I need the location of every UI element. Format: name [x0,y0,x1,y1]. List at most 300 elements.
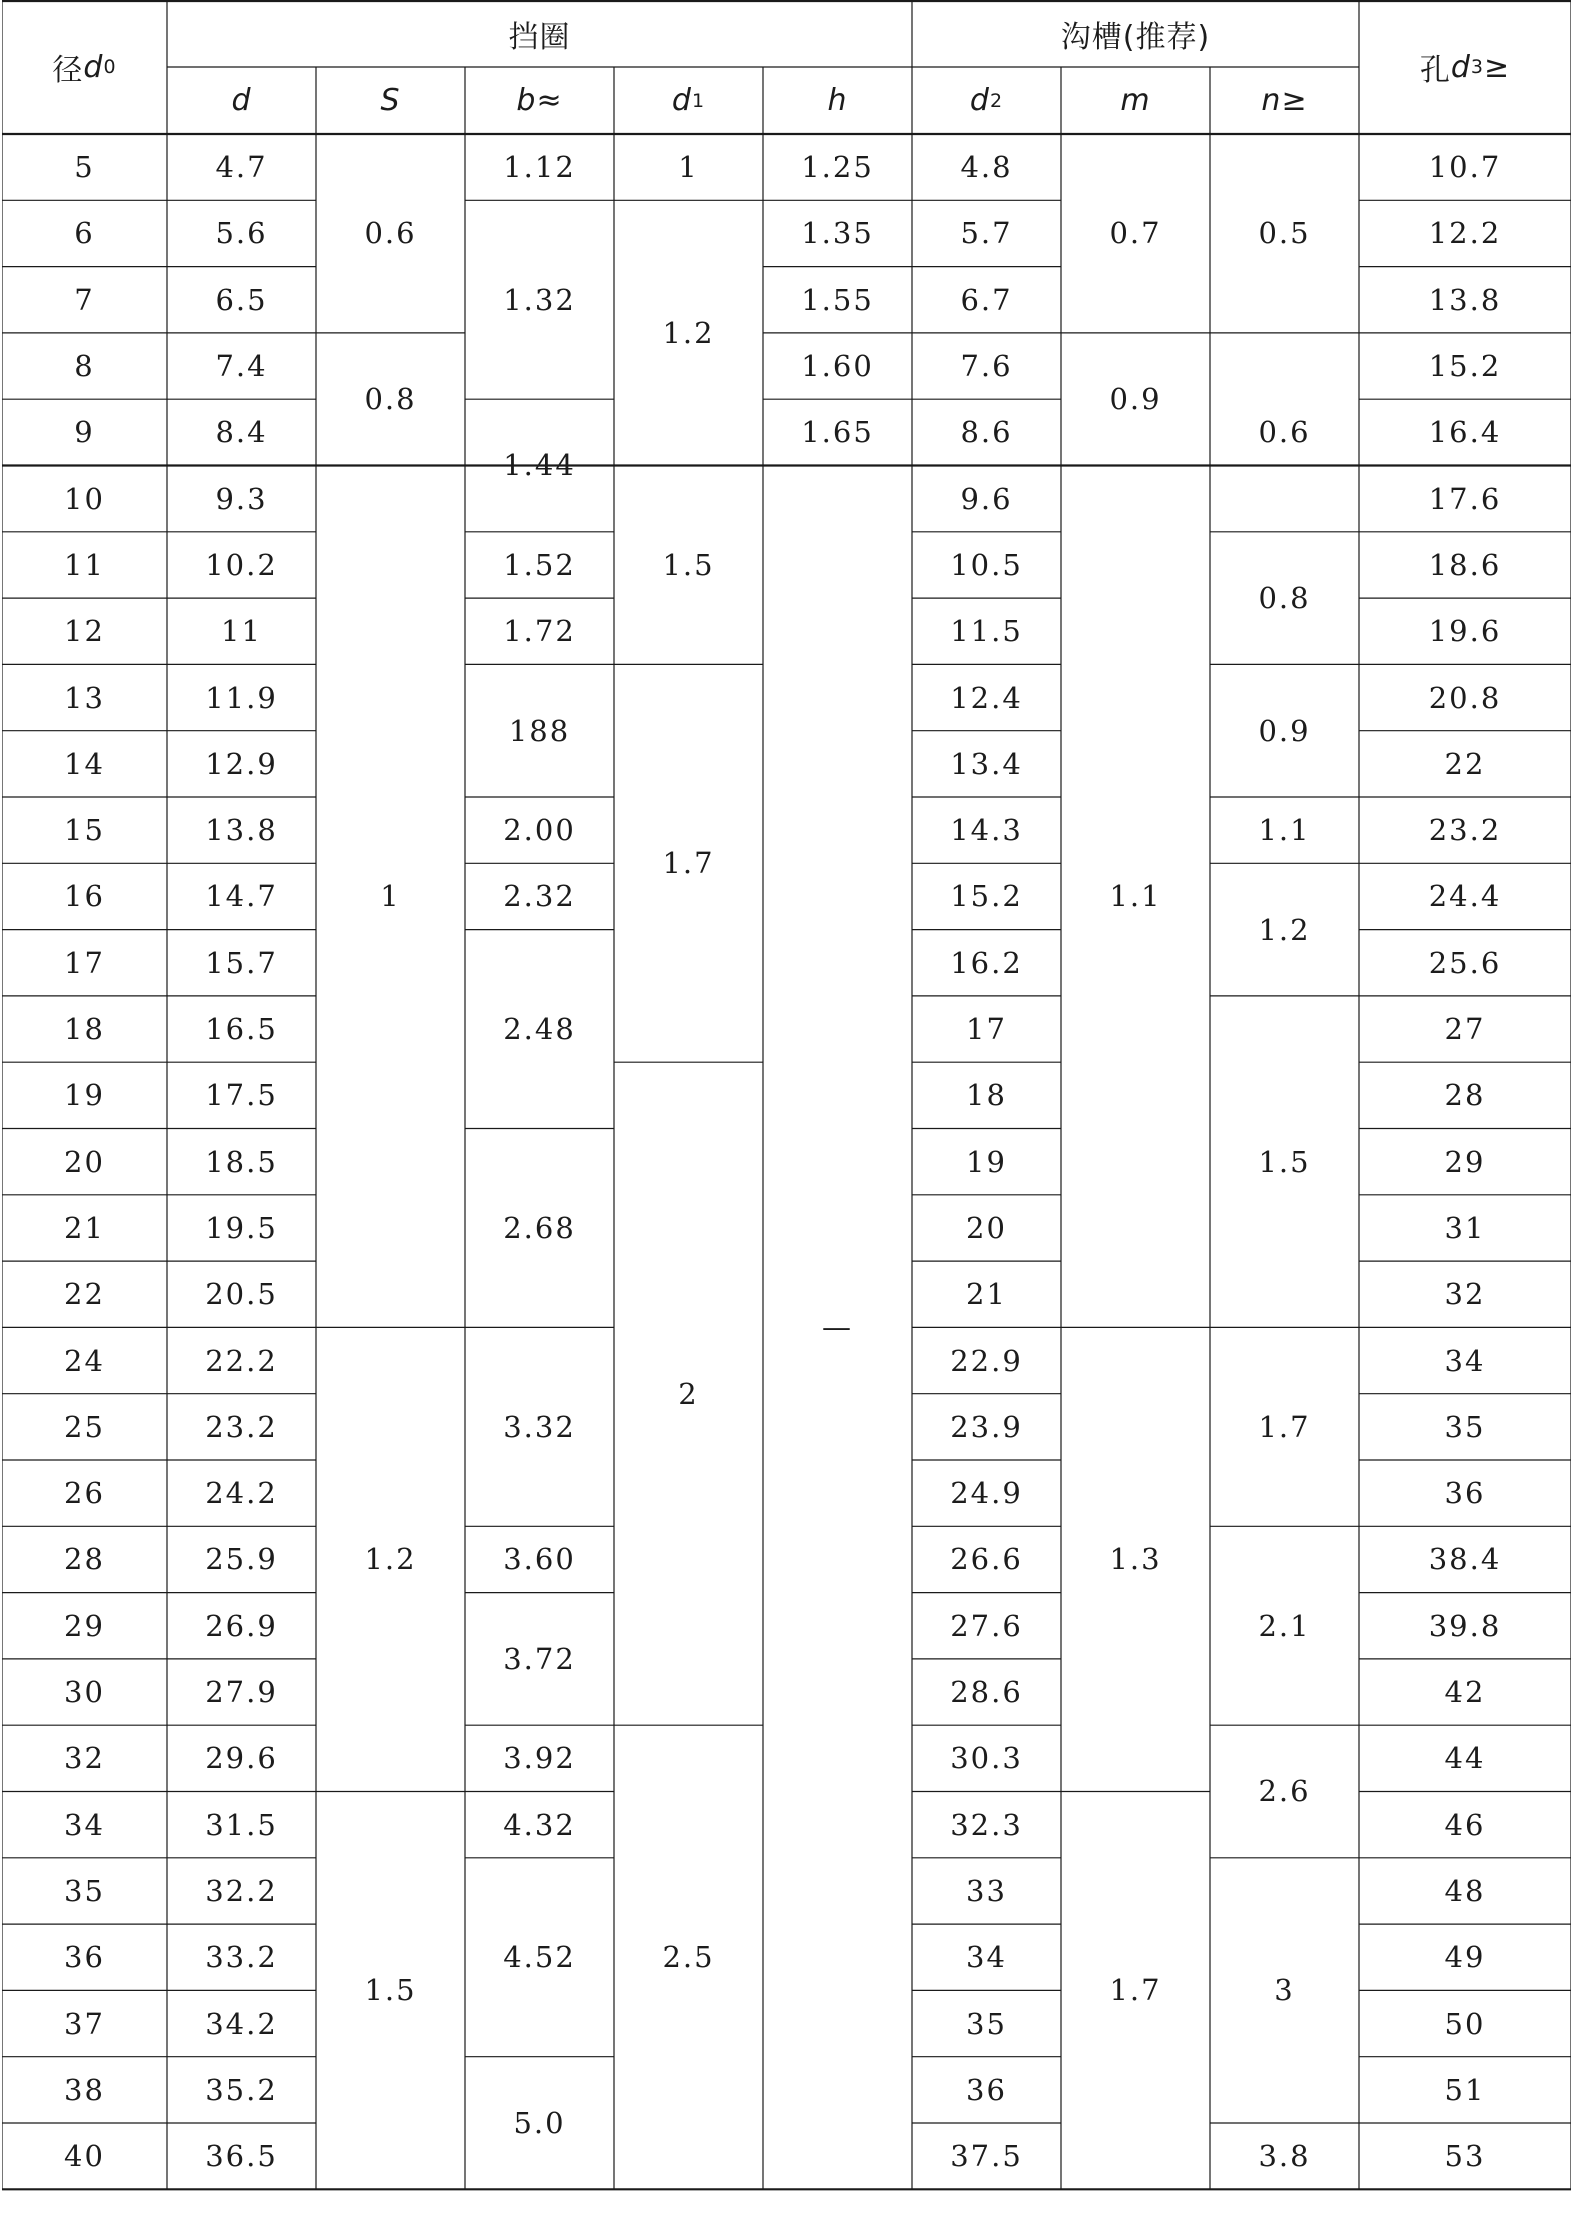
cell-d-value: 25.9 [205,1542,278,1577]
cell-m-10 [1061,466,1210,1328]
cell-d3-value: 22 [1444,746,1486,781]
cell-d0-value: 40 [64,2139,105,2174]
cell-m-value: 0.7 [1109,216,1162,251]
cell-n-value: 0.8 [1258,581,1311,616]
cell-d0-14 [2,731,167,797]
cell-d2-22 [912,1261,1061,1327]
cell-d-34 [167,1792,316,1858]
cell-d2-value: 32.3 [950,1807,1023,1842]
cell-h-8 [763,333,912,399]
cell-d-9 [167,399,316,465]
cell-d0-value: 10 [64,481,105,516]
cell-d0-11 [2,532,167,598]
header-group1-label: 挡圈 [508,19,571,55]
cell-d-value: 34.2 [205,2006,278,2041]
cell-S-value: 1.5 [364,1973,417,2008]
cell-d2-13 [912,664,1061,730]
cell-d3-value: 48 [1444,1873,1486,1908]
cell-d3-7 [1359,267,1571,333]
cell-d0-10 [2,466,167,532]
cell-d0-9 [2,399,167,465]
cell-d3-value: 49 [1444,1940,1486,1975]
cell-d2-40 [912,2123,1061,2189]
cell-d3-25 [1359,1394,1571,1460]
cell-d2-32 [912,1725,1061,1791]
cell-d-value: 6.5 [215,282,268,317]
cell-d-value: 22.2 [205,1343,278,1378]
cell-d-value: 18.5 [205,1144,278,1179]
cell-d0-12 [2,598,167,664]
header-group-retaining-ring [167,0,912,67]
cell-d0-value: 25 [64,1409,105,1444]
cell-d0-value: 5 [74,150,95,185]
cell-d-38 [167,2057,316,2123]
cell-n-value: 2.6 [1258,1774,1311,1809]
cell-h-7 [763,267,912,333]
cell-d1-value: 1.5 [662,547,715,582]
cell-S-value: 1.2 [364,1542,417,1577]
cell-S-5 [316,134,465,333]
cell-S-10 [316,466,465,1328]
cell-d3-value: 19.6 [1428,614,1502,649]
cell-d-13 [167,664,316,730]
header-col-h [763,67,912,134]
cell-h-value: 1.55 [801,282,874,317]
cell-d0-21 [2,1195,167,1261]
cell-d3-11 [1359,532,1571,598]
cell-d-6 [167,200,316,266]
cell-n-value: 1.5 [1258,1144,1311,1179]
header-col-b [465,67,614,134]
cell-b-value: 3.92 [503,1741,576,1776]
retaining-ring-spec-table [2,0,1571,2210]
header-d3-suffix: ≥ [1484,49,1511,85]
cell-n-13 [1210,664,1359,797]
cell-d2-value: 9.6 [960,481,1013,516]
cell-d3-26 [1359,1460,1571,1526]
cell-d0-19 [2,1062,167,1128]
header-col-d [167,67,316,134]
cell-d-8 [167,333,316,399]
cell-d3-16 [1359,863,1571,929]
cell-h-9 [763,399,912,465]
cell-d3-value: 44 [1444,1741,1486,1776]
cell-d2-value: 13.4 [950,746,1023,781]
cell-d2-16 [912,863,1061,929]
header-d3-sub: 3 [1470,56,1484,78]
cell-d1-value: 2 [678,1376,699,1411]
cell-d3-38 [1359,2057,1571,2123]
cell-d2-value: 24.9 [950,1476,1023,1511]
cell-S-8 [316,333,465,466]
cell-d0-28 [2,1526,167,1592]
cell-b-value: 1.44 [503,448,576,483]
cell-d3-5 [1359,134,1571,200]
cell-d0-value: 15 [64,813,105,848]
cell-d3-9 [1359,399,1571,465]
cell-b-11 [465,532,614,598]
cell-d-value: 7.4 [215,349,268,384]
cell-d0-value: 26 [64,1476,105,1511]
cell-n-value: 3 [1274,1973,1295,2008]
cell-d3-28 [1359,1526,1571,1592]
cell-d-value: 4.7 [215,150,268,185]
cell-d-35 [167,1858,316,1924]
cell-d1-32 [614,1725,763,2189]
header-d3-prefix: 孔 [1419,53,1451,88]
header-hole-d3 [1359,0,1571,134]
cell-d-value: 12.9 [205,746,278,781]
header-group-groove [912,0,1359,67]
cell-m-24 [1061,1327,1210,1791]
cell-d3-32 [1359,1725,1571,1791]
cell-d0-value: 32 [64,1741,105,1776]
header-d1-var: d [671,83,692,118]
cell-d-17 [167,930,316,996]
header-S-var: S [380,83,401,118]
cell-d0-value: 35 [64,1873,105,1908]
cell-d3-value: 28 [1444,1078,1486,1113]
cell-d2-value: 11.5 [950,614,1023,649]
cell-d3-value: 10.7 [1428,150,1502,185]
cell-d3-value: 42 [1444,1675,1486,1710]
cell-d2-value: 19 [966,1144,1007,1179]
cell-d0-value: 29 [64,1608,105,1643]
cell-b-value: 1.52 [503,547,576,582]
cell-d0-value: 13 [64,680,105,715]
header-col-d2 [912,67,1061,134]
cell-d-value: 11 [221,614,262,649]
cell-d0-value: 12 [64,614,105,649]
cell-d-value: 11.9 [205,680,278,715]
cell-n-18 [1210,996,1359,1328]
cell-d2-21 [912,1195,1061,1261]
header-d0-sub: 0 [103,56,117,78]
header-d-var: d [231,83,252,118]
cell-d2-29 [912,1593,1061,1659]
cell-d0-36 [2,1924,167,1990]
cell-d3-value: 39.8 [1428,1608,1502,1643]
cell-d0-15 [2,797,167,863]
cell-d2-value: 33 [966,1873,1007,1908]
cell-d3-37 [1359,1990,1571,2056]
cell-d2-9 [912,399,1061,465]
cell-S-value: 0.8 [364,382,417,417]
cell-d2-value: 34 [966,1940,1007,1975]
cell-d0-value: 24 [64,1343,105,1378]
cell-d0-value: 17 [64,945,105,980]
cell-b-value: 3.60 [503,1542,576,1577]
cell-d3-24 [1359,1327,1571,1393]
cell-d0-5 [2,134,167,200]
cell-d-14 [167,731,316,797]
cell-d0-37 [2,1990,167,2056]
cell-d0-8 [2,333,167,399]
header-n-var: n [1261,83,1282,118]
cell-d-36 [167,1924,316,1990]
cell-d0-20 [2,1129,167,1195]
cell-d2-value: 27.6 [950,1608,1023,1643]
cell-d2-20 [912,1129,1061,1195]
header-b-var: b [516,83,537,118]
cell-d0-24 [2,1327,167,1393]
cell-d1-6 [614,200,763,465]
cell-n-value: 2.1 [1258,1608,1311,1643]
cell-d1-value: 1.2 [662,315,715,350]
cell-d0-value: 21 [64,1210,105,1245]
header-b-suffix: ≈ [536,83,563,118]
cell-d3-value: 50 [1444,2006,1486,2041]
cell-d-30 [167,1659,316,1725]
cell-d3-value: 38.4 [1428,1542,1502,1577]
cell-d3-value: 51 [1444,2072,1486,2107]
cell-d-24 [167,1327,316,1393]
cell-b-15 [465,797,614,863]
cell-d0-value: 38 [64,2072,105,2107]
cell-d2-value: 7.6 [960,349,1013,384]
cell-n-24 [1210,1327,1359,1526]
cell-d3-12 [1359,598,1571,664]
cell-d0-13 [2,664,167,730]
cell-d3-value: 29 [1444,1144,1486,1179]
cell-d-value: 10.2 [205,547,278,582]
header-d1-sub: 1 [691,89,706,112]
cell-d-value: 27.9 [205,1675,278,1710]
cell-b-13 [465,664,614,797]
cell-d3-value: 32 [1444,1277,1486,1312]
cell-d0-value: 7 [74,282,95,317]
cell-d3-34 [1359,1792,1571,1858]
cell-n-11 [1210,532,1359,665]
cell-b-32 [465,1725,614,1791]
header-col-d1 [614,67,763,134]
cell-b-value: 5.0 [513,2105,566,2140]
cell-n-value: 1.1 [1258,813,1311,848]
cell-m-5 [1061,134,1210,333]
cell-d-value: 26.9 [205,1608,278,1643]
cell-d2-value: 22.9 [950,1343,1023,1378]
header-d3-var: d [1450,49,1471,85]
cell-d3-value: 27 [1444,1012,1486,1047]
cell-b-value: 1.32 [503,282,576,317]
cell-d1-value: 1 [678,150,699,185]
cell-d2-value: 6.7 [960,282,1013,317]
cell-d2-value: 8.6 [960,415,1013,450]
cell-d0-25 [2,1394,167,1460]
cell-d0-16 [2,863,167,929]
cell-d2-value: 14.3 [950,813,1023,848]
cell-d-value: 33.2 [205,1940,278,1975]
cell-d2-value: 17 [966,1012,1007,1047]
cell-h-value: 1.65 [801,415,874,450]
cell-n-32 [1210,1725,1359,1858]
cell-d3-value: 18.6 [1428,547,1502,582]
cell-d-value: 35.2 [205,2072,278,2107]
cell-b-5 [465,134,614,200]
cell-b-34 [465,1792,614,1858]
cell-b-35 [465,1858,614,2057]
cell-d2-value: 20 [966,1210,1007,1245]
cell-b-value: 2.32 [503,879,576,914]
cell-d-value: 29.6 [205,1741,278,1776]
cell-d3-value: 16.4 [1428,415,1502,450]
header-d2-sub: 2 [989,89,1004,112]
cell-d-value: 13.8 [205,813,278,848]
cell-d-value: 24.2 [205,1476,278,1511]
cell-S-value: 1 [380,879,401,914]
cell-d2-8 [912,333,1061,399]
cell-m-8 [1061,333,1210,466]
cell-d0-value: 34 [64,1807,105,1842]
cell-d0-35 [2,1858,167,1924]
cell-d3-22 [1359,1261,1571,1327]
cell-d3-14 [1359,731,1571,797]
cell-d-value: 20.5 [205,1277,278,1312]
cell-b-9 [465,399,614,532]
cell-d-value: 16.5 [205,1012,278,1047]
cell-d0-18 [2,996,167,1062]
cell-n-value: 1.2 [1258,912,1311,947]
cell-d-value: 8.4 [215,415,268,450]
cell-d3-value: 53 [1444,2139,1486,2174]
cell-d0-value: 36 [64,1940,105,1975]
cell-d-value: 14.7 [205,879,278,914]
cell-d3-value: 12.2 [1428,216,1502,251]
cell-d0-value: 18 [64,1012,105,1047]
cell-d-value: 32.2 [205,1873,278,1908]
cell-b-value: 1.72 [503,614,576,649]
cell-d3-18 [1359,996,1571,1062]
cell-d2-value: 21 [966,1277,1007,1312]
cell-d0-value: 20 [64,1144,105,1179]
cell-d3-value: 31 [1444,1210,1486,1245]
cell-d-28 [167,1526,316,1592]
cell-d-32 [167,1725,316,1791]
cell-d2-value: 26.6 [950,1542,1023,1577]
cell-d-value: 15.7 [205,945,278,980]
cell-d0-34 [2,1792,167,1858]
cell-h-value: 1.35 [801,216,874,251]
cell-d2-value: 35 [966,2006,1007,2041]
header-n-suffix: ≥ [1281,83,1308,118]
cell-b-value: 188 [508,713,571,748]
cell-n-8 [1210,333,1359,532]
cell-n-value: 3.8 [1258,2139,1311,2174]
cell-d2-6 [912,200,1061,266]
cell-d2-14 [912,731,1061,797]
cell-d2-value: 5.7 [960,216,1013,251]
cell-d2-10 [912,466,1061,532]
cell-d-22 [167,1261,316,1327]
cell-b-value: 4.32 [503,1807,576,1842]
cell-b-38 [465,2057,614,2190]
header-col-S [316,67,465,134]
header-h-var: h [827,83,848,118]
cell-n-35 [1210,1858,1359,2123]
cell-d3-value: 34 [1444,1343,1486,1378]
cell-n-15 [1210,797,1359,863]
header-col-n [1210,67,1359,134]
cell-d0-value: 22 [64,1277,105,1312]
cell-d3-36 [1359,1924,1571,1990]
cell-b-17 [465,930,614,1129]
cell-d0-17 [2,930,167,996]
cell-h-value: 1.25 [801,150,874,185]
cell-d3-value: 20.8 [1428,680,1502,715]
cell-d3-20 [1359,1129,1571,1195]
cell-d0-38 [2,2057,167,2123]
cell-d2-value: 36 [966,2072,1007,2107]
cell-m-34 [1061,1792,1210,2190]
cell-d2-value: 16.2 [950,945,1023,980]
cell-d-20 [167,1129,316,1195]
cell-S-24 [316,1327,465,1791]
cell-b-value: 2.48 [503,1012,576,1047]
cell-d-value: 17.5 [205,1078,278,1113]
cell-d2-38 [912,2057,1061,2123]
cell-d0-6 [2,200,167,266]
cell-b-6 [465,200,614,399]
cell-d3-value: 17.6 [1428,481,1502,516]
header-m-var: m [1120,83,1151,118]
cell-b-value: 2.68 [503,1210,576,1245]
cell-d-21 [167,1195,316,1261]
cell-h-10 [763,466,912,2190]
cell-d3-19 [1359,1062,1571,1128]
cell-d1-value: 2.5 [662,1940,715,1975]
cell-d-10 [167,466,316,532]
cell-d-7 [167,267,316,333]
cell-d3-30 [1359,1659,1571,1725]
cell-d2-36 [912,1924,1061,1990]
cell-d0-value: 6 [74,216,95,251]
cell-n-value: 0.9 [1258,713,1311,748]
cell-d2-value: 23.9 [950,1409,1023,1444]
cell-h-5 [763,134,912,200]
cell-d3-15 [1359,797,1571,863]
cell-d2-25 [912,1394,1061,1460]
cell-d3-29 [1359,1593,1571,1659]
cell-d-40 [167,2123,316,2189]
cell-d0-22 [2,1261,167,1327]
cell-d-5 [167,134,316,200]
cell-d2-11 [912,532,1061,598]
cell-d3-40 [1359,2123,1571,2189]
cell-m-value: 1.1 [1109,879,1162,914]
cell-d2-15 [912,797,1061,863]
cell-d1-value: 1.7 [662,846,715,881]
cell-d-value: 9.3 [215,481,268,516]
cell-d1-13 [614,664,763,1062]
cell-d1-5 [614,134,763,200]
cell-d0-value: 30 [64,1675,105,1710]
cell-d0-26 [2,1460,167,1526]
cell-d2-17 [912,930,1061,996]
cell-d-37 [167,1990,316,2056]
cell-d-value: 36.5 [205,2139,278,2174]
cell-d-26 [167,1460,316,1526]
cell-d3-value: 46 [1444,1807,1486,1842]
header-col-m [1061,67,1210,134]
cell-d2-value: 4.8 [960,150,1013,185]
cell-S-value: 0.6 [364,216,417,251]
header-d0-prefix: 径 [52,53,84,88]
cell-d3-13 [1359,664,1571,730]
cell-d2-12 [912,598,1061,664]
cell-b-12 [465,598,614,664]
cell-d2-value: 37.5 [950,2139,1023,2174]
cell-d-15 [167,797,316,863]
